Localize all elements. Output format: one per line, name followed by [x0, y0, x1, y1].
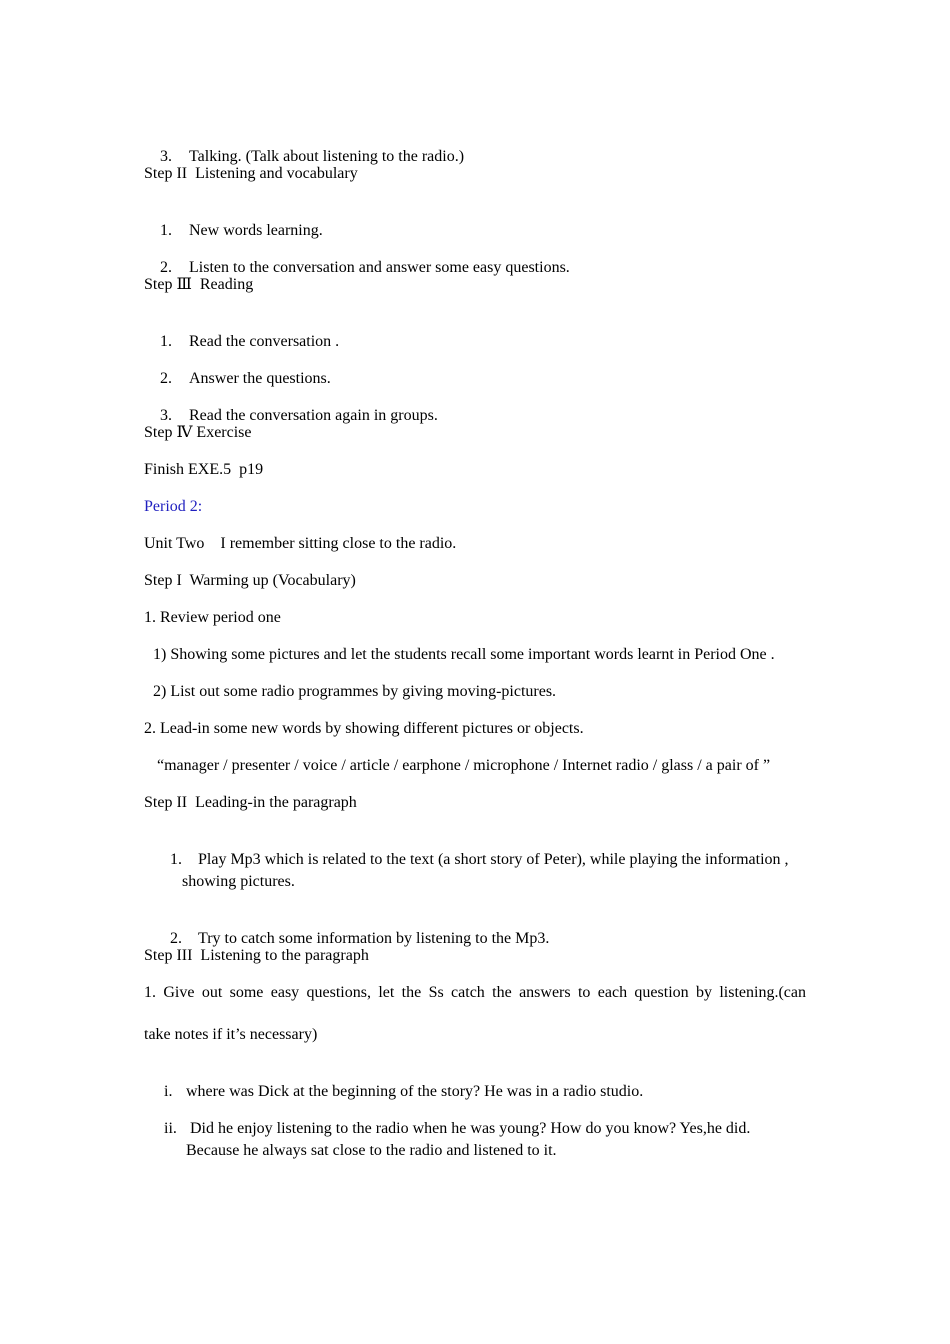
list-number: 2.: [170, 930, 182, 947]
paragraph: Finish EXE.5 p19: [144, 461, 264, 478]
step-heading: Step Ⅳ Exercise: [144, 424, 252, 441]
answer-continuation: Because he always sat close to the radio and listened to it.: [186, 1142, 557, 1159]
paragraph-continuation: take notes if it’s necessary): [144, 1026, 318, 1043]
step-heading: Step III Listening to the paragraph: [144, 947, 369, 964]
list-number: 2.: [160, 259, 172, 276]
list-item-text: Answer the questions.: [189, 370, 331, 387]
paragraph: 2. Lead-in some new words by showing different pictures or objects.: [144, 720, 584, 737]
list-number: 2.: [160, 370, 172, 387]
question-text: where was Dick at the beginning of the story? He was in a radio studio.: [186, 1083, 644, 1100]
list-item-text: Play Mp3 which is related to the text (a short story of Peter), while playing the information ,: [198, 851, 789, 868]
sub-item: 2) List out some radio programmes by giving moving-pictures.: [153, 683, 557, 700]
step-heading: Step II Listening and vocabulary: [144, 165, 358, 182]
sub-item: 1) Showing some pictures and let the students recall some important words learnt in Period One .: [153, 646, 775, 663]
list-item-text: Read the conversation .: [189, 333, 340, 350]
list-item-text: Talking. (Talk about listening to the radio.): [189, 148, 465, 165]
question-text: Did he enjoy listening to the radio when he was young? How do you know? Yes,he did.: [190, 1120, 751, 1137]
roman-number: ii.: [164, 1120, 177, 1137]
list-item-continuation: showing pictures.: [182, 873, 295, 890]
paragraph: 1. Give out some easy questions, let the Ss catch the answers to each question by listening.(can: [144, 984, 806, 1001]
paragraph: 1. Review period one: [144, 609, 281, 626]
list-number: 3.: [160, 407, 172, 424]
unit-title: Unit Two I remember sitting close to the radio.: [144, 535, 457, 552]
list-item-text: New words learning.: [189, 222, 323, 239]
list-item-text: Try to catch some information by listening to the Mp3.: [198, 930, 550, 947]
step-heading: Step Ⅲ Reading: [144, 276, 254, 293]
step-heading: Step I Warming up (Vocabulary): [144, 572, 356, 589]
roman-number: i.: [164, 1083, 173, 1100]
list-number: 1.: [170, 851, 182, 868]
list-number: 1.: [160, 222, 172, 239]
list-number: 1.: [160, 333, 172, 350]
step-heading: Step II Leading-in the paragraph: [144, 794, 357, 811]
list-item-text: Read the conversation again in groups.: [189, 407, 438, 424]
list-item-text: Listen to the conversation and answer some easy questions.: [189, 259, 570, 276]
vocabulary-list: “manager / presenter / voice / article / earphone / microphone / Internet radio / glass / a pair of ”: [157, 757, 771, 774]
period-heading: Period 2:: [144, 498, 203, 515]
list-number: 3.: [160, 148, 172, 165]
